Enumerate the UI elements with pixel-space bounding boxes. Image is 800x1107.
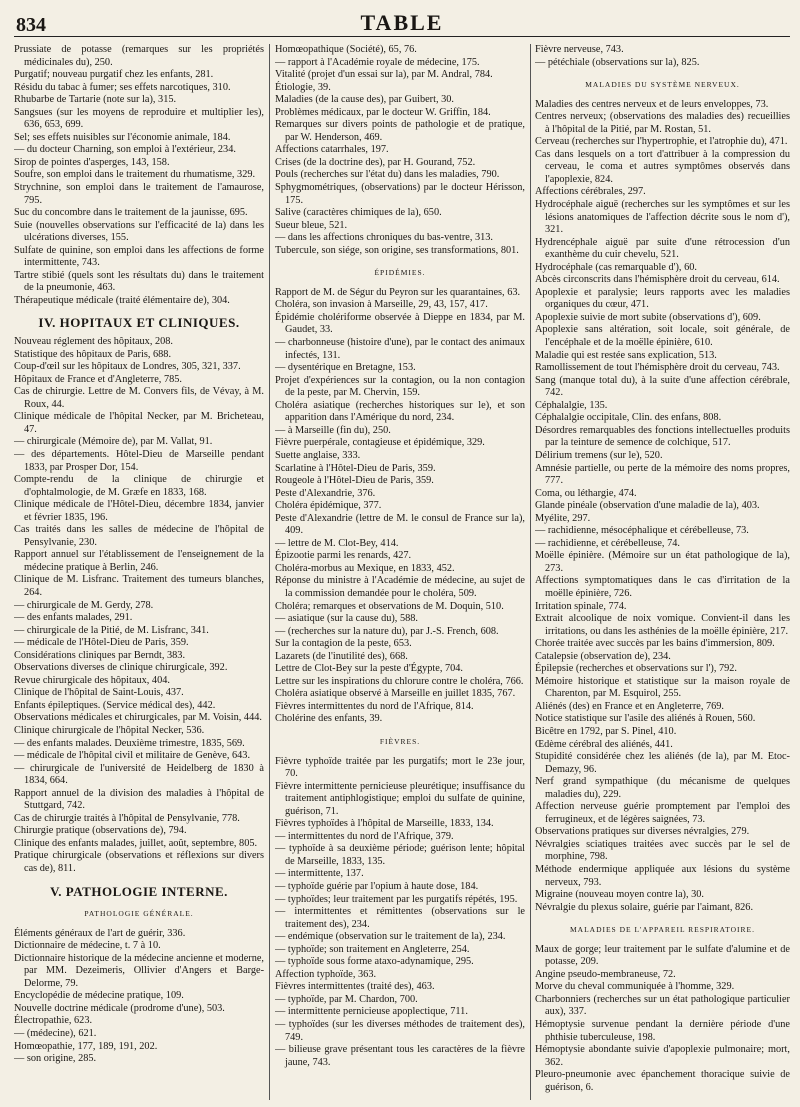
index-entry: Clinique de l'hôpital de Saint-Louis, 437. bbox=[14, 687, 184, 699]
index-entry: Apoplexie et paralysie; leurs rapports avec les maladies organiques du cœur, 471. bbox=[535, 286, 790, 311]
column-middle bbox=[275, 44, 525, 1102]
index-entry: Enfants épileptiques. (Service médical des), 442. bbox=[14, 699, 216, 711]
index-entry: Observations diverses de clinique chirurgicale, 392. bbox=[14, 662, 228, 674]
index-entry: Prussiate de potasse (remarques sur les propriétés médicinales du), 250. bbox=[14, 44, 264, 68]
index-entry: — du docteur Charning, son emploi à l'extérieur, 234. bbox=[14, 144, 236, 156]
index-entry: Affections cérébrales, 297. bbox=[535, 186, 646, 198]
entry-list bbox=[275, 756, 525, 1070]
page-title: TABLE bbox=[360, 10, 444, 35]
index-entry: Délirium tremens (sur le), 520. bbox=[535, 449, 663, 461]
index-entry: Homœopathie, 177, 189, 191, 202. bbox=[14, 1040, 158, 1052]
index-entry: — des enfants malades. Deuxième trimestre, 1835, 569. bbox=[14, 737, 245, 749]
index-entry: Choléra; remarques et observations de M. Doquin, 510. bbox=[275, 600, 504, 612]
index-entry: Suie (nouvelles observations sur l'efficacité de la) dans les ulcérations diverses, 155. bbox=[14, 219, 264, 244]
entry-list bbox=[535, 99, 790, 915]
index-entry: Épizootie parmi les renards, 427. bbox=[275, 550, 412, 562]
index-entry: Crises (de la doctrine des), par H. Gourand, 752. bbox=[275, 156, 476, 168]
index-entry: Suette anglaise, 333. bbox=[275, 449, 361, 461]
index-entry: Hémoptysie survenue pendant la dernière période d'une phthisie tuberculeuse, 198. bbox=[535, 1019, 790, 1043]
index-entry: Centres nerveux; (observations des maladies des) recueillies à l'hôpital de la Pitié, par M. Rostan, 51. bbox=[535, 111, 790, 135]
index-entry: Dictionnaire historique de la médecine ancienne et moderne, par MM. Dezeimeris, Ollivier d'Angers et Barge-Delorme, 79. bbox=[14, 952, 264, 989]
index-entry: Lettre sur les inspirations du chlorure contre le choléra, 766. bbox=[275, 675, 524, 687]
index-entry: — des départements. Hôtel-Dieu de Marseille pendant 1833, par Prosper Dor, 154. bbox=[14, 448, 264, 473]
index-entry: Sur la contagion de la peste, 653. bbox=[275, 638, 412, 650]
index-entry: Apoplexie suivie de mort subite (observations d'), 609. bbox=[535, 311, 761, 323]
index-entry: — rapport à l'Académie royale de médecine, 175. bbox=[275, 56, 480, 68]
index-entry: Sang (manque total du), à la suite d'une affection cérébrale, 742. bbox=[535, 374, 790, 399]
index-entry: — dans les affections chroniques du bas-ventre, 313. bbox=[275, 232, 493, 244]
index-entry: Épilepsie (recherches et observations sur l'), 792. bbox=[535, 663, 738, 675]
index-entry: Hôpitaux de France et d'Angleterre, 785. bbox=[14, 373, 182, 385]
index-entry: Rapport annuel sur l'établissement de l'enseignement de la médecine pratique à Berlin, 246. bbox=[14, 549, 264, 573]
index-entry: Moëlle épinière. (Mémoire sur un état pathologique de la), 273. bbox=[535, 550, 790, 574]
index-entry: Cerveau (recherches sur l'hypertrophie, et l'atrophie du), 471. bbox=[535, 136, 788, 148]
index-entry: Fièvre typhoïde traitée par les purgatifs; mort le 23e jour, 70. bbox=[275, 755, 525, 780]
index-entry: — à Marseille (fin du), 250. bbox=[275, 424, 391, 436]
index-entry: — endémique (observation sur le traitement de la), 234. bbox=[275, 931, 506, 943]
index-entry: — intermittente, 137. bbox=[275, 868, 364, 880]
index-entry: — pétéchiale (observations sur la), 825. bbox=[535, 56, 700, 68]
index-entry: Clinique médicale de l'Hôtel-Dieu, décembre 1834, janvier et février 1835, 196. bbox=[14, 499, 264, 523]
index-entry: Maladies (de la cause des), par Guibert, 30. bbox=[275, 94, 454, 106]
index-entry: Revue chirurgicale des hôpitaux, 404. bbox=[14, 674, 170, 686]
index-entry: Névralgie du plexus solaire, guérie par l'aimant, 826. bbox=[535, 901, 754, 913]
index-entry: — lettre de M. Clot-Bey, 414. bbox=[275, 537, 399, 549]
index-entry: Céphalalgie occipitale, Clin. des enfans, 808. bbox=[535, 412, 722, 424]
index-entry: Tartre stibié (quels sont les résultats du) dans le traitement de la pneumonie, 463. bbox=[14, 269, 264, 294]
entry-list bbox=[275, 44, 525, 257]
index-entry: Rhubarbe de Tartarie (note sur la), 315. bbox=[14, 94, 177, 106]
index-entry: Cholérine des enfants, 39. bbox=[275, 713, 383, 725]
index-entry: Sirop de pointes d'asperges, 143, 158. bbox=[14, 156, 170, 168]
index-entry: — typhoïde; son traitement en Angleterre, 254. bbox=[275, 943, 470, 955]
index-entry: Cas traités dans les salles de médecine de l'hôpital de Pensylvanie, 230. bbox=[14, 524, 264, 548]
subsection-heading: MALADIES DU SYSTÈME NERVEUX. bbox=[585, 80, 740, 90]
index-entry: — intermittente pernicieuse apoplectique, 711. bbox=[275, 1006, 468, 1018]
index-entry: Fièvres intermittentes du nord de l'Afrique, 814. bbox=[275, 700, 474, 712]
index-entry: Maladie qui est restée sans explication, 513. bbox=[535, 349, 717, 361]
column-left bbox=[14, 44, 264, 1102]
page-number: 834 bbox=[16, 14, 46, 36]
index-entry: Pratique chirurgicale (observations et réflexions sur divers cas de), 811. bbox=[14, 850, 264, 874]
index-entry: Considérations cliniques par Berndt, 383. bbox=[14, 649, 186, 661]
index-entry: Vitalité (projet d'un essai sur la), par M. Andral, 784. bbox=[275, 69, 493, 81]
index-entry: Peste d'Alexandrie, 376. bbox=[275, 487, 376, 499]
index-entry: Rougeole à l'Hôtel-Dieu de Paris, 359. bbox=[275, 475, 434, 487]
index-entry: Compte-rendu de la clinique de chirurgie et d'ophtalmologie, de M. Græfe en 1833, 168. bbox=[14, 474, 264, 498]
index-entry: Désordres remarquables des fonctions intellectuelles produits par la teinture de semence de colchique, 517. bbox=[535, 424, 790, 449]
index-entry: Amnésie partielle, ou perte de la mémoire des noms propres, 777. bbox=[535, 462, 790, 487]
index-entry: Céphalalgie, 135. bbox=[535, 399, 608, 411]
index-entry: Pouls (recherches sur l'état du) dans les maladies, 790. bbox=[275, 169, 500, 181]
entry-list bbox=[14, 44, 264, 307]
index-entry: Lettre de Clot-Bey sur la peste d'Égypte, 704. bbox=[275, 663, 464, 675]
index-entry: — rachidienne, mésocéphalique et cérébelleuse, 73. bbox=[535, 525, 749, 537]
index-entry: — typhoïdes; leur traitement par les purgatifs répétés, 195. bbox=[275, 893, 518, 905]
index-entry: Choléra, son invasion à Marseille, 29, 43, 157, 417. bbox=[275, 299, 488, 311]
index-entry: — intermittentes et rémittentes (observations sur le traitement des), 234. bbox=[275, 906, 525, 930]
entry-list bbox=[535, 44, 790, 69]
page-header bbox=[14, 6, 790, 37]
index-entry: Affections symptomatiques dans le cas d'irritation de la moëlle épinière, 726. bbox=[535, 575, 790, 599]
index-entry: — chirurgicale de la Pitié, de M. Lisfranc, 341. bbox=[14, 624, 209, 636]
index-entry: Notice statistique sur l'asile des aliénés à Rouen, 560. bbox=[535, 713, 756, 725]
index-entry: Soufre, son emploi dans le traitement du rhumatisme, 329. bbox=[14, 169, 256, 181]
index-entry: Résidu du tabac à fumer; ses effets narcotiques, 310. bbox=[14, 81, 231, 93]
index-entry: — chirurgicale de M. Gerdy, 278. bbox=[14, 599, 154, 611]
column-divider bbox=[530, 44, 531, 1100]
index-entry: — (recherches sur la nature du), par J.-S. French, 608. bbox=[275, 625, 499, 637]
index-entry: Myélite, 297. bbox=[535, 512, 591, 524]
index-entry: Statistique des hôpitaux de Paris, 688. bbox=[14, 348, 172, 360]
index-entry: Salive (caractères chimiques de la), 650. bbox=[275, 207, 442, 219]
index-entry: Observations pratiques sur diverses névralgies, 279. bbox=[535, 826, 750, 838]
index-entry: Tubercule, son siége, son origine, ses transformations, 801. bbox=[275, 244, 519, 256]
index-entry: Remarques sur divers points de pathologie et de pratique, par W. Henderson, 469. bbox=[275, 119, 525, 143]
index-entry: Dictionnaire de médecine, t. 7 à 10. bbox=[14, 940, 161, 952]
index-entry: Clinique de M. Lisfranc. Traitement des tumeurs blanches, 264. bbox=[14, 574, 264, 598]
subsection-heading: ÉPIDÉMIES. bbox=[374, 268, 426, 278]
index-entry: — typhoïde à sa deuxième période; guérison lente; hôpital de Marseille, 1833, 135. bbox=[275, 843, 525, 867]
subsection-heading: PATHOLOGIE GÉNÉRALE. bbox=[84, 909, 194, 919]
index-entry: — typhoïde sous forme ataxo-adynamique, 295. bbox=[275, 956, 474, 968]
index-entry: Aliénés (des) en France et en Angleterre, 769. bbox=[535, 700, 724, 712]
index-entry: Œdème cérébral des aliénés, 441. bbox=[535, 738, 673, 750]
index-entry: Migraine (nouveau moyen contre la), 30. bbox=[535, 889, 704, 901]
index-entry: Maladies des centres nerveux et de leurs enveloppes, 73. bbox=[535, 98, 769, 110]
index-entry: Hémoptysie abondante suivie d'apoplexie pulmonaire; mort, 362. bbox=[535, 1044, 790, 1068]
index-entry: — des enfants malades, 291. bbox=[14, 612, 133, 624]
index-entry: Strychnine, son emploi dans le traitement de l'amaurose, 795. bbox=[14, 182, 264, 206]
index-entry: — typhoïdes (sur les diverses méthodes de traitement des), 749. bbox=[275, 1019, 525, 1043]
index-entry: Électropathie, 623. bbox=[14, 1015, 93, 1027]
index-entry: Choléra épidémique, 377. bbox=[275, 500, 382, 512]
index-entry: Choléra-morbus au Mexique, en 1833, 452. bbox=[275, 562, 455, 574]
index-entry: Peste d'Alexandrie (lettre de M. le consul de France sur la), 409. bbox=[275, 512, 525, 537]
subsection-heading: FIÈVRES. bbox=[379, 736, 421, 746]
index-entry: Morve du cheval communiquée à l'homme, 329. bbox=[535, 981, 735, 993]
index-entry: Encyclopédie de médecine pratique, 109. bbox=[14, 990, 184, 1002]
index-entry: — son origine, 285. bbox=[14, 1053, 97, 1065]
index-entry: Chirurgie pratique (observations de), 794. bbox=[14, 825, 187, 837]
index-entry: Coma, ou léthargie, 474. bbox=[535, 487, 637, 499]
entry-list bbox=[14, 928, 264, 1066]
index-entry: Hydrencéphale aiguë par suite d'une rétrocession d'un exanthème du cuir chevelu, 521. bbox=[535, 236, 790, 261]
index-entry: Abcès circonscrits dans l'hémisphère droit du cerveau, 614. bbox=[535, 274, 780, 286]
index-entry: Cas de chirurgie. Lettre de M. Convers fils, de Vévay, à M. Roux, 44. bbox=[14, 386, 264, 410]
index-entry: Suc du concombre dans le traitement de la jaunisse, 695. bbox=[14, 207, 248, 219]
index-entry: Sphygmométriques, (observations) par le docteur Hérisson, 175. bbox=[275, 182, 525, 206]
index-entry: Stupidité considérée chez les aliénés (de la), par M. Etoc-Demazy, 96. bbox=[535, 751, 790, 775]
column-right bbox=[535, 44, 790, 1102]
index-entry: Névralgies sciatiques traitées avec succès par le sel de morphine, 798. bbox=[535, 838, 790, 863]
index-entry: Apoplexie sans altération, soit locale, soit générale, de l'encéphale et de la moëlle épinière, 610. bbox=[535, 324, 790, 349]
index-entry: — chirurgicale (Mémoire de), par M. Vallat, 91. bbox=[14, 436, 213, 448]
index-entry: Fièvre intermittente pernicieuse pleurétique; insuffisance du traitement antiphlogistique; emploi du sulfate de quinine, guérison, 71. bbox=[275, 780, 525, 817]
index-entry: Chorée traitée avec succès par les bains d'immersion, 809. bbox=[535, 638, 775, 650]
index-entry: Cas de chirurgie traités à l'hôpital de Pensylvanie, 778. bbox=[14, 812, 240, 824]
index-entry: Rapport de M. de Ségur du Peyron sur les quarantaines, 63. bbox=[275, 286, 521, 298]
index-entry: Thérapeutique médicale (traité élémentaire de), 304. bbox=[14, 294, 230, 306]
index-entry: Glande pinéale (observation d'une maladie de la), 403. bbox=[535, 500, 760, 512]
index-entry: Nerf grand sympathique (du mécanisme de quelques maladies du), 229. bbox=[535, 776, 790, 800]
index-entry: — médicale de l'Hôtel-Dieu de Paris, 359. bbox=[14, 637, 189, 649]
index-entry: — médicale de l'hôpital civil et militaire de Genève, 643. bbox=[14, 750, 251, 762]
index-entry: Catalepsie (observation de), 234. bbox=[535, 650, 671, 662]
section-heading: V. PATHOLOGIE INTERNE. bbox=[50, 883, 228, 899]
index-entry: Clinique chirurgicale de l'hôpital Necker, 536. bbox=[14, 724, 205, 736]
index-entry: — typhoïde guérie par l'opium à haute dose, 184. bbox=[275, 881, 479, 892]
index-entry: Fièvres typhoïdes à l'hôpital de Marseille, 1833, 134. bbox=[275, 818, 494, 830]
index-entry: Extrait alcoolique de noix vomique. Convient-il dans les irritations, ou dans les asthénies de la moëlle épinière, 217. bbox=[535, 613, 790, 637]
index-entry: — asiatique (sur la cause du), 588. bbox=[275, 613, 418, 625]
index-entry: Irritation spinale, 774. bbox=[535, 600, 627, 612]
index-entry: Sulfate de quinine, son emploi dans les affections de forme intermittente, 743. bbox=[14, 244, 264, 269]
index-entry: Charbonniers (recherches sur un état pathologique particulier aux), 337. bbox=[535, 993, 790, 1018]
index-entry: — (médecine), 621. bbox=[14, 1028, 97, 1040]
index-entry: — bilieuse grave présentant tous les caractères de la fièvre jaune, 743. bbox=[275, 1044, 525, 1068]
index-entry: Pleuro-pneumonie avec épanchement thoracique suivie de guérison, 6. bbox=[535, 1069, 790, 1093]
index-entry: Étiologie, 39. bbox=[275, 81, 331, 93]
index-entry: Sueur bleue, 521. bbox=[275, 219, 348, 231]
index-entry: Maux de gorge; leur traitement par le sulfate d'alumine et de potasse, 209. bbox=[535, 943, 790, 968]
entry-list bbox=[275, 287, 525, 726]
index-entry: Choléra asiatique (recherches historiques sur le), et son apparition dans l'Amérique du nord, 234. bbox=[275, 399, 525, 424]
index-entry: Coup-d'œil sur les hôpitaux de Londres, 305, 321, 337. bbox=[14, 361, 241, 373]
index-entry: Nouveau réglement des hôpitaux, 208. bbox=[14, 336, 173, 348]
index-entry: Épidémie cholériforme observée à Dieppe en 1834, par M. Gaudet, 33. bbox=[275, 311, 525, 336]
index-entry: Fièvres intermittentes (traité des), 463. bbox=[275, 981, 435, 993]
index-entry: Hydrocéphale aiguë (recherches sur les symptômes et sur les lésions anatomiques de l'affection décrite sous le nom d'), 321. bbox=[535, 199, 790, 236]
index-entry: — dysentérique en Bretagne, 153. bbox=[275, 362, 416, 374]
index-entry: — intermittentes du nord de l'Afrique, 379. bbox=[275, 830, 454, 842]
index-entry: Purgatif; nouveau purgatif chez les enfants, 281. bbox=[14, 69, 214, 81]
index-entry: Fièvre nerveuse, 743. bbox=[535, 44, 624, 55]
index-entry: Affections catarrhales, 197. bbox=[275, 144, 389, 156]
subsection-heading: MALADIES DE L'APPAREIL RESPIRATOIRE. bbox=[569, 925, 755, 935]
index-entry: Observations médicales et chirurgicales, par M. Voisin, 444. bbox=[14, 712, 262, 724]
index-entry: Réponse du ministre à l'Académie de médecine, au sujet de la commission demandée pour le choléra, 509. bbox=[275, 575, 525, 599]
index-entry: Bicêtre en 1792, par S. Pinel, 410. bbox=[535, 725, 677, 737]
index-entry: Sangsues (sur les moyens de reproduire et multiplier les), 636, 653, 699. bbox=[14, 106, 264, 131]
section-heading: IV. HOPITAUX ET CLINIQUES. bbox=[38, 315, 240, 331]
index-entry: Scarlatine à l'Hôtel-Dieu de Paris, 359. bbox=[275, 462, 436, 474]
index-entry: Projet d'expériences sur la contagion, ou la non contagion de la peste, par M. Chervin, 159. bbox=[275, 374, 525, 399]
column-divider bbox=[269, 44, 270, 1100]
index-entry: Clinique médicale de l'hôpital Necker, par M. Bricheteau, 47. bbox=[14, 411, 264, 435]
index-entry: Angine pseudo-membraneuse, 72. bbox=[535, 968, 676, 980]
index-entry: Affection typhoïde, 363. bbox=[275, 968, 377, 980]
index-entry: Rapport annuel de la division des maladies à l'hôpital de Stuttgard, 742. bbox=[14, 787, 264, 812]
index-entry: Éléments généraux de l'art de guérir, 336. bbox=[14, 927, 186, 939]
index-entry: Hydrocéphale (cas remarquable d'), 60. bbox=[535, 261, 697, 273]
index-entry: Méthode endermique appliquée aux lésions du système nerveux, 793. bbox=[535, 864, 790, 888]
index-entry: — chirurgicale de l'université de Heidelberg de 1830 à 1834, 664. bbox=[14, 762, 264, 787]
index-entry: — charbonneuse (histoire d'une), par le contact des animaux infectés, 131. bbox=[275, 337, 525, 361]
index-entry: Cas dans lesquels on a tort d'attribuer à la compression du cerveau, le coma et autres symptômes observés dans l'apoplexie, 824. bbox=[535, 148, 790, 185]
index-entry: — rachidienne, et cérébelleuse, 74. bbox=[535, 537, 680, 549]
index-entry: Fièvre puerpérale, contagieuse et épidémique, 329. bbox=[275, 437, 485, 449]
entry-list bbox=[14, 336, 264, 876]
index-entry: Homœopathique (Société), 65, 76. bbox=[275, 44, 417, 55]
entry-list bbox=[535, 944, 790, 1095]
index-entry: Affection nerveuse guérie promptement par l'emploi des ferrugineux, et de légères saignées, 73. bbox=[535, 801, 790, 825]
index-entry: Clinique des enfants malades, juillet, août, septembre, 805. bbox=[14, 837, 258, 849]
index-entry: Lazarets (de l'inutilité des), 668. bbox=[275, 650, 408, 662]
index-entry: Choléra asiatique observé à Marseille en juillet 1835, 767. bbox=[275, 688, 516, 700]
index-entry: Problèmes médicaux, par le docteur W. Griffin, 184. bbox=[275, 106, 491, 118]
index-entry: — typhoïde, par M. Chardon, 700. bbox=[275, 993, 418, 1005]
index-entry: Sel; ses effets nuisibles sur l'économie animale, 184. bbox=[14, 131, 231, 143]
index-entry: Nouvelle doctrine médicale (prodrome d'une), 503. bbox=[14, 1002, 225, 1014]
index-entry: Mémoire historique et statistique sur la maison royale de Charenton, par M. Esquirol, 255. bbox=[535, 675, 790, 700]
index-entry: Ramollissement de tout l'hémisphère droit du cerveau, 743. bbox=[535, 362, 780, 374]
